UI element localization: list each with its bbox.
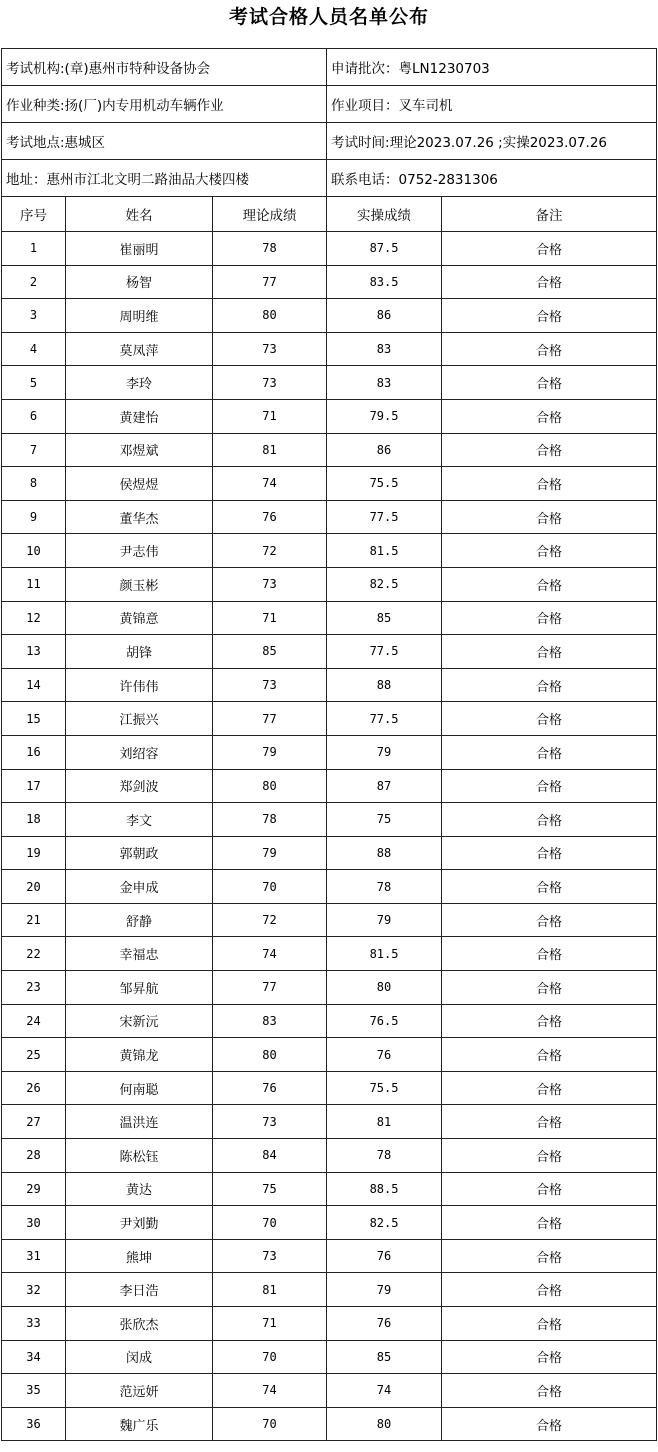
cell-theory-score: 81 xyxy=(213,1273,327,1307)
cell-remark: 合格 xyxy=(442,332,657,366)
cell-remark: 合格 xyxy=(442,836,657,870)
cell-name: 许伟伟 xyxy=(66,668,213,702)
cell-name: 陈松钰 xyxy=(66,1139,213,1173)
cell-theory-score: 79 xyxy=(213,836,327,870)
cell-remark: 合格 xyxy=(442,601,657,635)
table-row xyxy=(2,803,657,837)
cell-remark: 合格 xyxy=(442,735,657,769)
cell-index: 36 xyxy=(2,1407,66,1441)
cell-name: 熊坤 xyxy=(66,1239,213,1273)
cell-index: 27 xyxy=(2,1105,66,1139)
table-row xyxy=(2,735,657,769)
cell-theory-score: 80 xyxy=(213,1038,327,1072)
cell-index: 17 xyxy=(2,769,66,803)
cell-name: 金申成 xyxy=(66,870,213,904)
work-item: 作业项目：叉车司机 xyxy=(327,86,657,123)
cell-remark: 合格 xyxy=(442,366,657,400)
cell-practical-score: 85 xyxy=(327,1340,442,1374)
table-row xyxy=(2,299,657,333)
cell-index: 20 xyxy=(2,870,66,904)
cell-remark: 合格 xyxy=(442,803,657,837)
cell-remark: 合格 xyxy=(442,467,657,501)
table-row xyxy=(2,1038,657,1072)
cell-theory-score: 78 xyxy=(213,803,327,837)
cell-name: 崔丽明 xyxy=(66,232,213,266)
cell-theory-score: 72 xyxy=(213,534,327,568)
cell-theory-score: 84 xyxy=(213,1139,327,1173)
cell-remark: 合格 xyxy=(442,567,657,601)
results-table xyxy=(1,48,657,1441)
cell-practical-score: 81.5 xyxy=(327,534,442,568)
cell-theory-score: 73 xyxy=(213,366,327,400)
table-row xyxy=(2,836,657,870)
table-row xyxy=(2,534,657,568)
cell-practical-score: 77.5 xyxy=(327,635,442,669)
exam-location: 考试地点:惠城区 xyxy=(2,123,327,160)
cell-practical-score: 76 xyxy=(327,1307,442,1341)
cell-index: 13 xyxy=(2,635,66,669)
table-row xyxy=(2,1340,657,1374)
cell-name: 莫凤萍 xyxy=(66,332,213,366)
cell-theory-score: 73 xyxy=(213,567,327,601)
cell-name: 黄建怡 xyxy=(66,399,213,433)
cell-theory-score: 71 xyxy=(213,601,327,635)
cell-practical-score: 79 xyxy=(327,735,442,769)
cell-name: 郭朝政 xyxy=(66,836,213,870)
header-theory-score: 理论成绩 xyxy=(213,197,327,232)
table-row xyxy=(2,1139,657,1173)
cell-remark: 合格 xyxy=(442,903,657,937)
cell-remark: 合格 xyxy=(442,433,657,467)
table-header-row xyxy=(2,197,657,232)
header-remark: 备注 xyxy=(442,197,657,232)
cell-theory-score: 77 xyxy=(213,265,327,299)
cell-theory-score: 81 xyxy=(213,433,327,467)
cell-theory-score: 80 xyxy=(213,769,327,803)
cell-index: 18 xyxy=(2,803,66,837)
cell-remark: 合格 xyxy=(442,668,657,702)
table-row xyxy=(2,1105,657,1139)
cell-index: 21 xyxy=(2,903,66,937)
cell-name: 黄达 xyxy=(66,1172,213,1206)
cell-theory-score: 78 xyxy=(213,232,327,266)
cell-name: 温洪连 xyxy=(66,1105,213,1139)
cell-practical-score: 78 xyxy=(327,1139,442,1173)
cell-index: 14 xyxy=(2,668,66,702)
cell-index: 7 xyxy=(2,433,66,467)
cell-index: 5 xyxy=(2,366,66,400)
application-batch: 申请批次：粤LN1230703 xyxy=(327,49,657,86)
cell-practical-score: 76.5 xyxy=(327,1004,442,1038)
table-row xyxy=(2,332,657,366)
cell-name: 张欣杰 xyxy=(66,1307,213,1341)
cell-practical-score: 80 xyxy=(327,1407,442,1441)
table-row xyxy=(2,1273,657,1307)
cell-index: 35 xyxy=(2,1374,66,1408)
table-row xyxy=(2,1239,657,1273)
cell-theory-score: 71 xyxy=(213,399,327,433)
cell-theory-score: 70 xyxy=(213,1206,327,1240)
cell-practical-score: 76 xyxy=(327,1239,442,1273)
cell-theory-score: 74 xyxy=(213,1374,327,1408)
cell-name: 郑剑波 xyxy=(66,769,213,803)
cell-theory-score: 79 xyxy=(213,735,327,769)
table-row xyxy=(2,1374,657,1408)
table-row xyxy=(2,668,657,702)
cell-practical-score: 82.5 xyxy=(327,567,442,601)
info-row-type xyxy=(2,86,657,123)
table-row xyxy=(2,601,657,635)
cell-practical-score: 88 xyxy=(327,836,442,870)
cell-theory-score: 73 xyxy=(213,332,327,366)
cell-practical-score: 86 xyxy=(327,299,442,333)
exam-time: 考试时间:理论2023.07.26 ;实操2023.07.26 xyxy=(327,123,657,160)
cell-remark: 合格 xyxy=(442,1239,657,1273)
cell-theory-score: 74 xyxy=(213,937,327,971)
cell-index: 28 xyxy=(2,1139,66,1173)
cell-theory-score: 83 xyxy=(213,1004,327,1038)
cell-remark: 合格 xyxy=(442,1273,657,1307)
cell-index: 11 xyxy=(2,567,66,601)
cell-remark: 合格 xyxy=(442,769,657,803)
cell-name: 尹志伟 xyxy=(66,534,213,568)
cell-index: 19 xyxy=(2,836,66,870)
cell-remark: 合格 xyxy=(442,299,657,333)
cell-practical-score: 74 xyxy=(327,1374,442,1408)
address: 地址：惠州市江北文明二路油品大楼四楼 xyxy=(2,160,327,197)
cell-theory-score: 70 xyxy=(213,870,327,904)
cell-practical-score: 79 xyxy=(327,1273,442,1307)
cell-remark: 合格 xyxy=(442,534,657,568)
cell-name: 宋新沅 xyxy=(66,1004,213,1038)
cell-theory-score: 77 xyxy=(213,702,327,736)
table-row xyxy=(2,366,657,400)
cell-practical-score: 78 xyxy=(327,870,442,904)
cell-theory-score: 73 xyxy=(213,1105,327,1139)
info-row-location xyxy=(2,123,657,160)
contact-phone: 联系电话：0752-2831306 xyxy=(327,160,657,197)
cell-index: 30 xyxy=(2,1206,66,1240)
table-row xyxy=(2,467,657,501)
page-title: 考试合格人员名单公布 xyxy=(228,6,429,28)
cell-index: 10 xyxy=(2,534,66,568)
table-row xyxy=(2,232,657,266)
cell-index: 8 xyxy=(2,467,66,501)
cell-name: 尹刘勤 xyxy=(66,1206,213,1240)
cell-practical-score: 81 xyxy=(327,1105,442,1139)
cell-name: 刘绍容 xyxy=(66,735,213,769)
table-row xyxy=(2,1307,657,1341)
cell-index: 2 xyxy=(2,265,66,299)
cell-remark: 合格 xyxy=(442,1407,657,1441)
cell-theory-score: 70 xyxy=(213,1407,327,1441)
cell-name: 闵成 xyxy=(66,1340,213,1374)
table-row xyxy=(2,635,657,669)
cell-practical-score: 87 xyxy=(327,769,442,803)
cell-practical-score: 83 xyxy=(327,332,442,366)
table-row xyxy=(2,1172,657,1206)
cell-remark: 合格 xyxy=(442,1172,657,1206)
cell-remark: 合格 xyxy=(442,1038,657,1072)
cell-practical-score: 79 xyxy=(327,903,442,937)
cell-remark: 合格 xyxy=(442,1206,657,1240)
table-row xyxy=(2,870,657,904)
cell-remark: 合格 xyxy=(442,1340,657,1374)
cell-index: 3 xyxy=(2,299,66,333)
info-row-org xyxy=(2,49,657,86)
cell-index: 26 xyxy=(2,1071,66,1105)
cell-practical-score: 75.5 xyxy=(327,1071,442,1105)
cell-practical-score: 85 xyxy=(327,601,442,635)
cell-index: 9 xyxy=(2,500,66,534)
cell-remark: 合格 xyxy=(442,1139,657,1173)
cell-remark: 合格 xyxy=(442,1307,657,1341)
cell-remark: 合格 xyxy=(442,870,657,904)
table-row xyxy=(2,500,657,534)
cell-index: 23 xyxy=(2,971,66,1005)
cell-remark: 合格 xyxy=(442,1374,657,1408)
cell-name: 杨智 xyxy=(66,265,213,299)
cell-name: 黄锦龙 xyxy=(66,1038,213,1072)
table-row xyxy=(2,702,657,736)
cell-remark: 合格 xyxy=(442,1004,657,1038)
table-row xyxy=(2,1071,657,1105)
table-row xyxy=(2,433,657,467)
cell-name: 魏广乐 xyxy=(66,1407,213,1441)
cell-name: 何南聪 xyxy=(66,1071,213,1105)
cell-name: 舒静 xyxy=(66,903,213,937)
cell-theory-score: 73 xyxy=(213,1239,327,1273)
cell-practical-score: 75.5 xyxy=(327,467,442,501)
table-row xyxy=(2,1206,657,1240)
cell-name: 董华杰 xyxy=(66,500,213,534)
cell-name: 胡锋 xyxy=(66,635,213,669)
cell-index: 34 xyxy=(2,1340,66,1374)
cell-practical-score: 77.5 xyxy=(327,702,442,736)
header-practical-score: 实操成绩 xyxy=(327,197,442,232)
cell-index: 4 xyxy=(2,332,66,366)
cell-name: 颜玉彬 xyxy=(66,567,213,601)
cell-remark: 合格 xyxy=(442,937,657,971)
cell-theory-score: 70 xyxy=(213,1340,327,1374)
cell-remark: 合格 xyxy=(442,232,657,266)
table-row xyxy=(2,971,657,1005)
cell-index: 6 xyxy=(2,399,66,433)
cell-index: 25 xyxy=(2,1038,66,1072)
cell-index: 12 xyxy=(2,601,66,635)
cell-index: 16 xyxy=(2,735,66,769)
cell-name: 李文 xyxy=(66,803,213,837)
cell-name: 江振兴 xyxy=(66,702,213,736)
table-row xyxy=(2,769,657,803)
cell-remark: 合格 xyxy=(442,702,657,736)
cell-index: 22 xyxy=(2,937,66,971)
cell-remark: 合格 xyxy=(442,500,657,534)
cell-theory-score: 75 xyxy=(213,1172,327,1206)
cell-remark: 合格 xyxy=(442,1071,657,1105)
exam-org: 考试机构:(章)惠州市特种设备协会 xyxy=(2,49,327,86)
header-name: 姓名 xyxy=(66,197,213,232)
cell-practical-score: 87.5 xyxy=(327,232,442,266)
cell-remark: 合格 xyxy=(442,1105,657,1139)
cell-index: 29 xyxy=(2,1172,66,1206)
cell-index: 24 xyxy=(2,1004,66,1038)
cell-name: 幸福忠 xyxy=(66,937,213,971)
cell-practical-score: 75 xyxy=(327,803,442,837)
cell-name: 邓煜斌 xyxy=(66,433,213,467)
info-row-address xyxy=(2,160,657,197)
cell-index: 1 xyxy=(2,232,66,266)
cell-practical-score: 76 xyxy=(327,1038,442,1072)
cell-practical-score: 83 xyxy=(327,366,442,400)
cell-index: 32 xyxy=(2,1273,66,1307)
work-type: 作业种类:扬(厂)内专用机动车辆作业 xyxy=(2,86,327,123)
table-row xyxy=(2,1407,657,1441)
cell-remark: 合格 xyxy=(442,265,657,299)
cell-index: 33 xyxy=(2,1307,66,1341)
cell-practical-score: 86 xyxy=(327,433,442,467)
cell-name: 侯煜煜 xyxy=(66,467,213,501)
cell-index: 15 xyxy=(2,702,66,736)
table-row xyxy=(2,399,657,433)
cell-index: 31 xyxy=(2,1239,66,1273)
cell-name: 黄锦意 xyxy=(66,601,213,635)
cell-theory-score: 76 xyxy=(213,1071,327,1105)
cell-name: 邹昇航 xyxy=(66,971,213,1005)
cell-practical-score: 77.5 xyxy=(327,500,442,534)
cell-practical-score: 81.5 xyxy=(327,937,442,971)
cell-name: 李玲 xyxy=(66,366,213,400)
cell-theory-score: 73 xyxy=(213,668,327,702)
header-index: 序号 xyxy=(2,197,66,232)
table-row xyxy=(2,937,657,971)
cell-remark: 合格 xyxy=(442,399,657,433)
cell-theory-score: 71 xyxy=(213,1307,327,1341)
cell-practical-score: 88 xyxy=(327,668,442,702)
cell-practical-score: 79.5 xyxy=(327,399,442,433)
table-row xyxy=(2,265,657,299)
cell-practical-score: 82.5 xyxy=(327,1206,442,1240)
cell-theory-score: 76 xyxy=(213,500,327,534)
cell-practical-score: 83.5 xyxy=(327,265,442,299)
cell-remark: 合格 xyxy=(442,635,657,669)
cell-theory-score: 74 xyxy=(213,467,327,501)
cell-theory-score: 85 xyxy=(213,635,327,669)
cell-remark: 合格 xyxy=(442,971,657,1005)
cell-name: 范远妍 xyxy=(66,1374,213,1408)
cell-practical-score: 80 xyxy=(327,971,442,1005)
cell-name: 李日浩 xyxy=(66,1273,213,1307)
table-row xyxy=(2,567,657,601)
cell-practical-score: 88.5 xyxy=(327,1172,442,1206)
cell-name: 周明维 xyxy=(66,299,213,333)
cell-theory-score: 72 xyxy=(213,903,327,937)
cell-theory-score: 77 xyxy=(213,971,327,1005)
table-row xyxy=(2,1004,657,1038)
results-table-body xyxy=(2,49,657,1441)
cell-theory-score: 80 xyxy=(213,299,327,333)
table-row xyxy=(2,903,657,937)
